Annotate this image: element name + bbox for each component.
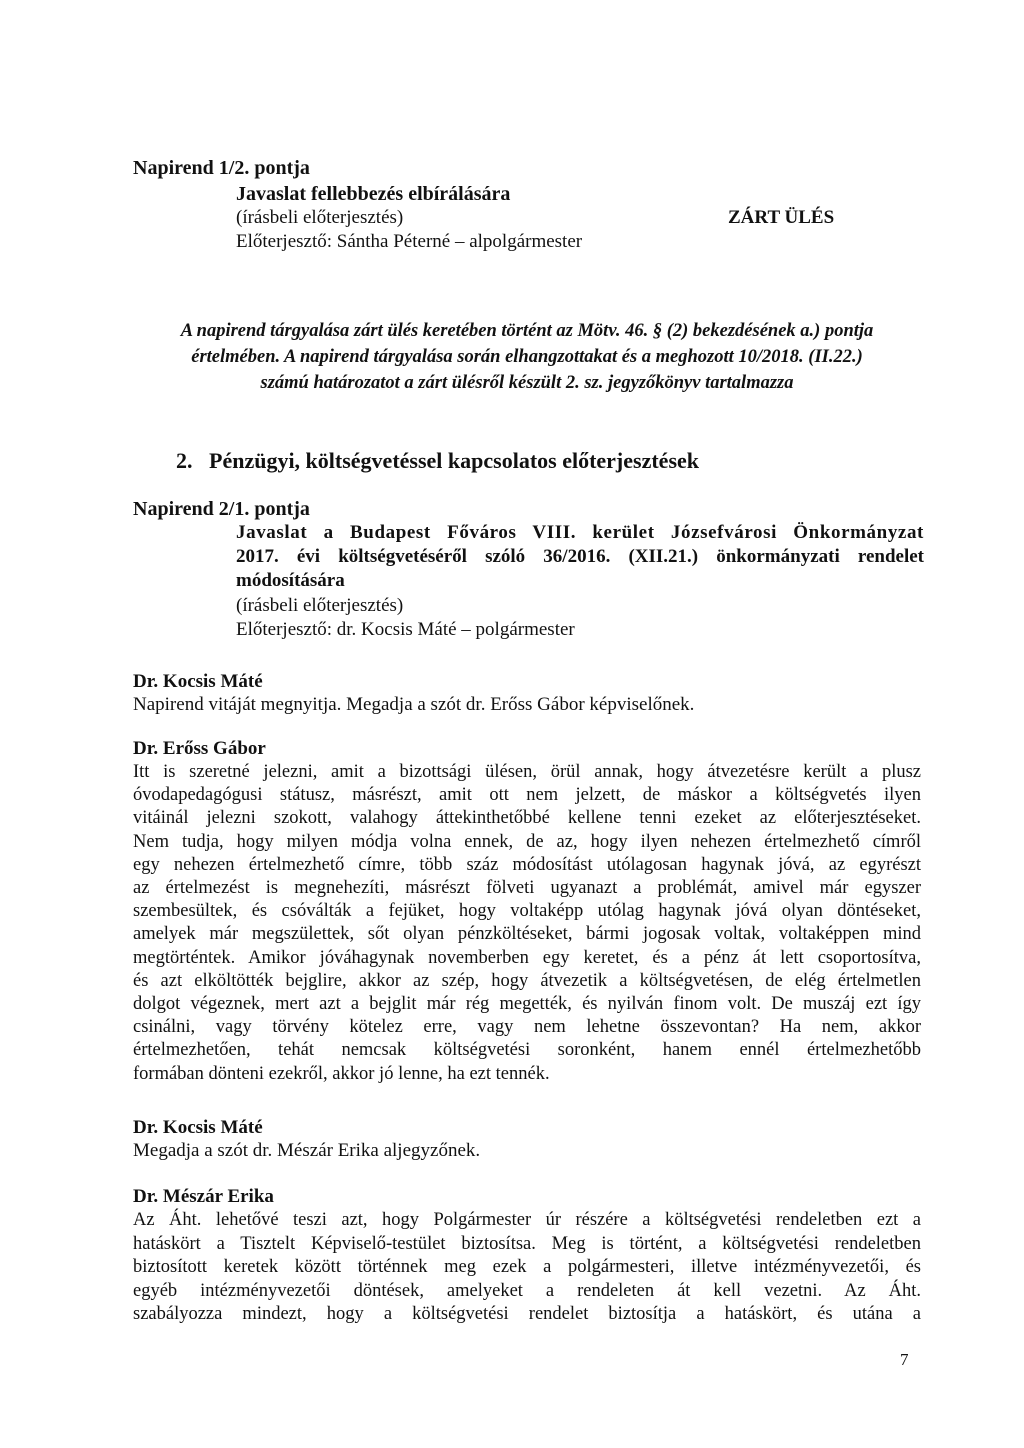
speaker-name: Dr. Kocsis Máté (133, 1117, 263, 1138)
paragraph-line: egy nehezen értelmezhető címre, több száz módosítást utólagosan hagynak jóvá, az egyrészt (133, 854, 921, 875)
note-line: A napirend tárgyalása zárt ülés keretében történt az Mötv. 46. § (2) bekezdésének a.) pontja (180, 321, 874, 341)
agenda-item-title: Javaslat fellebbezés elbírálására (236, 183, 511, 205)
agenda-item-title: módosítására (236, 570, 345, 591)
speaker-name: Dr. Kocsis Máté (133, 671, 263, 692)
speech-text: Napirend vitáját megnyitja. Megadja a szót dr. Erőss Gábor képviselőnek. (133, 694, 695, 715)
closed-session-label: ZÁRT ÜLÉS (728, 207, 835, 228)
agenda-item-title: 2017. évi költségvetéséről szóló 36/2016. (XII.21.) önkormányzati rendelet (236, 546, 924, 567)
paragraph-line: dolgot végeznek, mert azt a bejglit már rég megették, és nyilván finom volt. De muszáj ezt így (133, 994, 921, 1015)
paragraph-line: szabályozza mindezt, hogy a költségvetési rendelet biztosítja a hatáskört, és utána a (133, 1304, 921, 1325)
paragraph-line: és azt elköltötték bejglire, akkor az szép, hogy átvezetik a költségvetésen, de elég értelmetlen (133, 970, 921, 991)
paragraph-line: vitáinál jelezni szokott, valahogy áttekinthetőbbé kellene tenni ezeket az előterjesztéseket. (133, 808, 921, 829)
speaker-name: Dr. Erőss Gábor (133, 738, 266, 759)
paragraph-line: óvodapedagógusi státusz, másrészt, amit ott nem jelzett, de máskor a költségvetés ilyen (133, 785, 921, 806)
page-number: 7 (900, 1350, 909, 1369)
paragraph-line: az értelmezést is megnehezíti, másrészt fölveti ugyanazt a problémát, amivel már egyszer (133, 878, 921, 899)
agenda-item-heading: Napirend 1/2. pontja (133, 157, 310, 179)
paragraph-line: Itt is szeretné jelezni, amit a bizottsági ülésen, örül annak, hogy átvezetésre került a plusz (133, 762, 921, 782)
paragraph-line: Nem tudja, hogy milyen módja volna ennek, de az, hogy ilyen nehezen értelmezhető címről (133, 831, 921, 852)
speech-paragraph (133, 761, 921, 1086)
speech-paragraph (133, 1209, 921, 1327)
agenda-item-title: Javaslat a Budapest Főváros VIII. kerület Józsefvárosi Önkormányzat (236, 522, 924, 543)
paragraph-line: megtörténtek. Amikor jóváhagynak novemberben egy keretet, és a pénz át lett csoportosítva, (133, 947, 921, 968)
submission-type: (írásbeli előterjesztés) (236, 207, 404, 228)
agenda-item-heading: Napirend 2/1. pontja (133, 498, 310, 520)
paragraph-line: értelmezhetően, tehát nemcsak költségvetési soronként, hanem ennél értelmezhetőbb (133, 1040, 921, 1061)
paragraph-line: amelyek már megszülettek, sőt olyan pénzköltéseket, bármi jogosak voltak, voltaképpen mind (133, 924, 921, 945)
note-line: értelmében. A napirend tárgyalása során elhangzottakat és a meghozott 10/2018. (II.22.) (191, 347, 863, 367)
paragraph-line: Az Áht. lehetővé teszi azt, hogy Polgármester úr részére a költségvetési rendeletben ezt a (133, 1210, 921, 1230)
paragraph-line: biztosított keretek között történnek meg ezek a polgármesteri, illetve intézményvezetői, és (133, 1257, 921, 1278)
speaker-name: Dr. Mészár Erika (133, 1186, 274, 1207)
section-heading: 2. Pénzügyi, költségvetéssel kapcsolatos előterjesztések (176, 448, 700, 473)
paragraph-line: egyéb intézményvezetői döntések, amelyeket a rendeleten át kell vezetni. Az Áht. (133, 1280, 921, 1301)
paragraph-line: szembesültek, és csóválták a fejüket, hogy voltaképp utólag hagynak jóvá olyan döntéseket, (133, 901, 921, 922)
paragraph-line: hatáskört a Tisztelt Képviselő-testület biztosítsa. Meg is történt, a költségvetési rendeletben (133, 1233, 921, 1254)
presenter: Előterjesztő: Sántha Péterné – alpolgármester (236, 231, 583, 252)
submission-type: (írásbeli előterjesztés) (236, 595, 404, 616)
speech-text: Megadja a szót dr. Mészár Erika aljegyzőnek. (133, 1140, 481, 1161)
presenter: Előterjesztő: dr. Kocsis Máté – polgármester (236, 619, 575, 640)
note-line: számú határozatot a zárt ülésről készült 2. sz. jegyzőkönyv tartalmazza (260, 373, 794, 393)
paragraph-line: csinálni, vagy törvény kötelez erre, vagy nem lehetne összevontan? Ha nem, akkor (133, 1017, 921, 1038)
paragraph-line: formában dönteni ezekről, akkor jó lenne, ha ezt tennék. (133, 1063, 550, 1084)
